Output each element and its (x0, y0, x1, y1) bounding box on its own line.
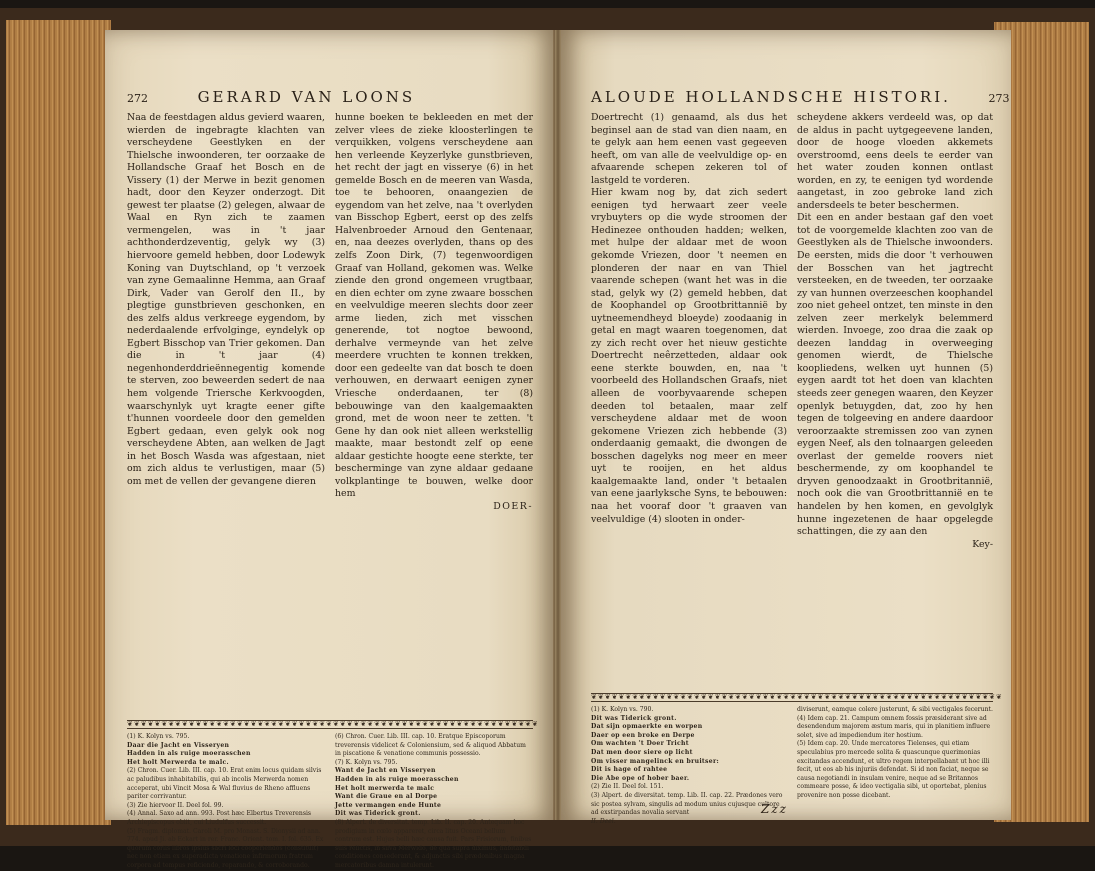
footnote: (7) K. Kolyn vs. 795. (335, 758, 398, 766)
signature-mark: Zzz (761, 802, 788, 816)
footnote-verse: Dat sijn opmaerkte en worpen (591, 723, 703, 731)
footnote-verse: Daar die Jacht en Visseryen (127, 741, 230, 749)
footnote-verse: Dit is hage of rahtee (591, 766, 668, 774)
left-page-edges (6, 20, 111, 825)
footnote-verse: Hadden in als ruige moerasschen (127, 750, 251, 758)
footnote-verse: Om wachten 't Doer Tricht (591, 740, 689, 748)
footnote-verse: Dit was Tiderick gront. (335, 810, 421, 818)
footnote-verse: Om visser mangelinck en bruitser: (591, 757, 720, 765)
left-footnotes-column-1 (127, 733, 325, 869)
left-col2-paragraph: hunne boeken te bekleeden en met der zelver vlees de zieke kloosterlingen te verquikken, volgens verscheydene aan hen verleende Keyzerlyke gunstbrieven, het recht der jagt en visserye (6) in het gemelde Bosch en de meeren van Wasda, toe te behooren, onaangezien de eygendom van het zelve, naa 't overlyden van Bisschop Egbert, eerst op des zelfs Halvenbroeder Arnoud den Gentenaar, en, naa deezes overlyden, thans op des zelfs Zoon Dirk, (7) tegenwoordigen Graaf van Holland, gekomen was. Welke ziende den grond ongemeen vrugtbaar, en dien echter om zyne zwaare bosschen en veelvuldige meeren slechts door zeer arme lieden, zich met visschen generende, tot nogtoe bewoond, derhalve vermeynde van het zelve meerdere vruchten te konnen trekken, door een gedeelte van dat bosch te doen verhouwen, en derwaart eenigen zyner Vriesche onderdaanen, ter (8) bebouwinge van den kaalgemaakten grond, met de woon neer te zetten. 't Gene hy dan ook niet alleen werkstellig maakte, maar bestondt zelf op eene aldaar gestichte hoogte eene sterkte, ter bescherminge van zyne aldaar gedaane volkplantinge te bouwen, welke door hem (335, 112, 533, 500)
footnote-verse: Dit was Tiderick gront. (591, 714, 677, 722)
footnote-verse: Want die Graue en al Dorpe (335, 793, 438, 801)
left-col1-paragraph: Naa de feestdagen aldus gevierd waaren, wierden de ingebragte klachten van verscheydene Geestlyken en der Thielsche inwoonderen, ter oorzaake de Hollandsche Graaf het Bosch en de Vissery (1) der Merwe in bezit genomen hadt, door den Keyzer onderzogt. Dit gewest ter plaatse (2) gelegen, alwaar de Waal en Ryn zich te zaamen vermengelen, was in 't jaar achthonderdzeventig, gelyk wy (3) hiervoore gemeld hebben, door Lodewyk Koning van Duytschland, op 't verzoek van zyne Gemaalinne Hemma, aan Graaf Dirk, Vader van Gerolf den II., by plegtige gunstbrieven geschonken, en des zelfs aldus verkreege eygendom, by nederdaalende erfvolginge, eyndelyk op Egbert Bisschop van Trier gekomen. Dan die in 't jaar (4) negenhonderddrieënnegentig komende te sterven, zoo beweerden sedert de naa hem volgende Triersche Kerkvoogden, waarschynlyk uyt kragte eener gifte t'hunnen voordeele door den gemelden Egbert gedaan, even gelyk ook nog verscheydene Abten, aan welken de Jagt in het Bosch Wasda was afgestaan, niet om zich aldus te verlustigen, maar (5) om met de vellen der gevangene dieren (127, 112, 325, 487)
footnote: (4) Annal. Saxo ad ann. 993. Post hæc Elbertus Treverensis Archiepiscopus obiit, cui Liudulfus successit. (127, 810, 312, 826)
right-page-column-2 (797, 112, 993, 687)
footnote-verse: Want de Jacht en Visseryen (335, 767, 436, 775)
footnote: (3) Zie hiervoor II. Deel fol. 99. (127, 801, 224, 809)
right-catchword: Key- (972, 538, 993, 550)
footnote: (2) Zie II. Deel fol. 151. (591, 783, 664, 791)
footnote: (1) K. Kolyn vs. 795. (127, 733, 190, 740)
left-running-head: GERARD VAN LOONS (197, 88, 416, 106)
footnote-verse: Die Abe ope of hober baer. (591, 774, 690, 782)
footnote-verse: Het holt merwerda te malc (335, 784, 435, 792)
footnote: (8) Alpert. de diversitat. temp. Lib. II. cap. 20. Antequam hoc prodigium in cœlo appareret, circa litus Oceani bellum contrum est. Hujus belli hæc causa fuit. Pars Frisiorum, finibus suis relictis, in silva Merwido, de qua supra diximus, habitandi conditiones consederant, & adjunctis sibi prædonibus magna mercatoribus damna intulerunt. (335, 818, 532, 869)
right-running-head: ALOUDE HOLLANDSCHE HISTORI. (591, 88, 951, 106)
left-page-column-1 (127, 112, 325, 712)
volume-marker: II. Deel. (591, 817, 616, 825)
footnote: (4) Idem cap. 21. Campum omnem fossis præsiderant sive ad desendendum majorem æstum maris, qui in planitiem influere solet, sive ad impediendum iter hostium. (797, 714, 991, 739)
footnote: (5) Idem cap. 20. Unde mercatores Tielenses, qui etiam speculabius pro mercede solita & quascunque querimonias excitandas accendunt, et ultro regem interpellabant ut hoc illi fecit, ut eos ab his injuriis defendat. Si id non faciat, neque se causa negotiandi in insulam venire, neque ad se Britannos commeare posse, & ideo vectigalia sibi, ut oportebat, plenius provenire non posse dicebant. (797, 740, 990, 799)
footnote-verse: Dat men door siere op licht (591, 748, 693, 756)
right-footnotes-column-1 (591, 706, 787, 825)
footnote-verse: Hadden in als ruige moerasschen (335, 775, 459, 783)
footnote: (5) Fragm. diplomat. Caroli M. pro Monast. S. Dionysii ad ann. 774. apud Ji. ab Eckart in rer. Franc. Orient. tom. I. fol. 635. Ex quorum coriis libros ipsius sacri loci cooperiendos (constituit) nec non etiam ex superadicta venatione infirmorum fratrum corpora ad tempus reficiendo, reparando, & corroborando. (127, 827, 324, 869)
left-page-header (127, 88, 415, 106)
footnote-verse: Daer op een broke en Derpe (591, 731, 695, 739)
right-col2-paragraph: scheydene akkers verdeeld was, op dat de aldus in pacht uytgegeevene landen, door de hooge vloeden akkemets overstroomd, eens deels te eerder van het water zouden konnen ontlast worden, en zy, te eenigen tyd wordende aangetast, in zoo gebroke land zich andersdeels te beter beschermen. (797, 112, 993, 211)
footnote-verse: Jette vermangen ende Hunte (335, 801, 442, 809)
right-col1-paragraph: Hier kwam nog by, dat zich sedert eenigen tyd herwaart zeer veele vrybuyters op die wyde stroomen der Hedinezee onthouden hadden; welken, met hulpe der aldaar met de woon gekomde Vriezen, door 't neemen en plonderen der naar en van Thiel vaarende schepen (want het was in die stad, gelyk wy (2) gemeld hebben, dat de Koophandel op Grootbrittannië by uytneemendheyd bloeyde) zoodaanig in getal en magt waaren toegenomen, dat zy zich recht over het nieuw gestichte Doertrecht neêrzetteden, aldaar ook eene sterkte bouwden, en, naa 't voorbeeld des Hollandschen Graafs, niet alleen de voorbyvaarende schepen deeden tol betaalen, maar zelf verscheydene aldaar met de woon gekomene Vriezen zich hebbende (3) onderdaanig gemaakt, die dwongen de bosschen dagelyks nog meer en meer uyt te rooijen, en het aldus kaalgemaakte land, onder 't betaalen van eene jaarlyksche Syns, te bebouwen: naa het vooraf door 't graaven van veelvuldige (4) slooten in onder- (591, 187, 787, 525)
left-page (105, 30, 555, 869)
left-page-column-2 (335, 112, 533, 712)
footnote: (1) K. Kolyn vs. 790. (591, 706, 654, 713)
right-page-header (591, 88, 1009, 106)
right-footnotes-column-2 (797, 706, 993, 801)
right-ornamental-rule: ❦❦❦❦❦❦❦❦❦❦❦❦❦❦❦❦❦❦❦❦❦❦❦❦❦❦❦❦❦❦❦❦❦❦❦❦❦❦❦❦❦❦❦❦❦❦❦❦❦❦❦❦❦❦❦❦❦❦❦❦ (591, 693, 1003, 701)
left-ornamental-rule: ❦❦❦❦❦❦❦❦❦❦❦❦❦❦❦❦❦❦❦❦❦❦❦❦❦❦❦❦❦❦❦❦❦❦❦❦❦❦❦❦❦❦❦❦❦❦❦❦❦❦❦❦❦❦❦❦❦❦❦❦ (127, 720, 539, 728)
left-page-number: 272 (127, 92, 148, 105)
footnote-verse: Het holt Merwerda te malc. (127, 758, 229, 766)
left-footnotes-column-2 (335, 733, 533, 869)
right-col2-paragraph: Dit een en ander bestaan gaf den voet tot de voorgemelde klachten zoo van de Geestlyken als de Thielsche inwoonders. De eersten, mids die door 't verhouwen der Bosschen van het jagtrecht versteeken, en de tweeden, ter oorzaake zy van hunnen overzeeschen koophandel zoo niet geheel ontzet, ten minste in den zelven zeer merkelyk belemmerd wierden. Invoege, zoo draa die zaak op deezen landdag in overweeging genomen wierdt, de Thielsche koopliedens, welken uyt hunnen (5) eygen aardt tot het doen van klachten steeds zeer genegen waaren, den Keyzer openlyk betuygden, dat, zoo hy hen tegen de tolgeeving en andere daardoor veroorzaakte stremissen zoo van zynen eygen Neef, als den tolnaargen geleeden overlast der gemelde roovers niet beschermende, zy om koophandel te dryven genoodzaakt in Grootbritannië, noch ook die van Grootbrittannië en te handelen by hen komen, en gevolglyk hunne ingezetenen de haar opgelegde schattingen, die zy aan den (797, 212, 993, 538)
footnote: (6) Chron. Cuer. Lib. III. cap. 10. Eratque Episcoporum treverensis videlicet & Coloniensium, sed & aliquod Abbatum in piscatione & venatione communis possessio. (335, 733, 526, 758)
right-page (561, 30, 1011, 825)
footnote: diviserunt, eamque colere justerunt, & sibi vectigales fecerunt. (797, 706, 993, 713)
footnote: (2) Chron. Cuer. Lib. III. cap. 10. Erat enim locus quidam silvis ac paludibus inhabitabilis, qui ab incolis Merwerda nomen acceperat, ubi Vincit Mosa & Wal fluvius de Rheno affluens pariter corrivantur. (127, 767, 322, 801)
footnote: (3) Alpert. de diversitat. temp. Lib. II. cap. 22. Prædones vero sic postea sylvam, singulis ad modum unius cujusque cultore ad exstirpandas novalia servant (591, 791, 783, 817)
right-page-column-1 (591, 112, 787, 687)
right-col1-paragraph: Doertrecht (1) genaamd, als dus het beginsel aan de stad van dien naam, en te gelyk aan hem eenen vast gegeeven heeft, om van alle de veelvuldige op- en afvaarende schepen zekeren tol of lastgeld te vorderen. (591, 112, 787, 186)
left-catchword: DOER- (493, 500, 533, 512)
right-page-number: 273 (988, 92, 1010, 105)
